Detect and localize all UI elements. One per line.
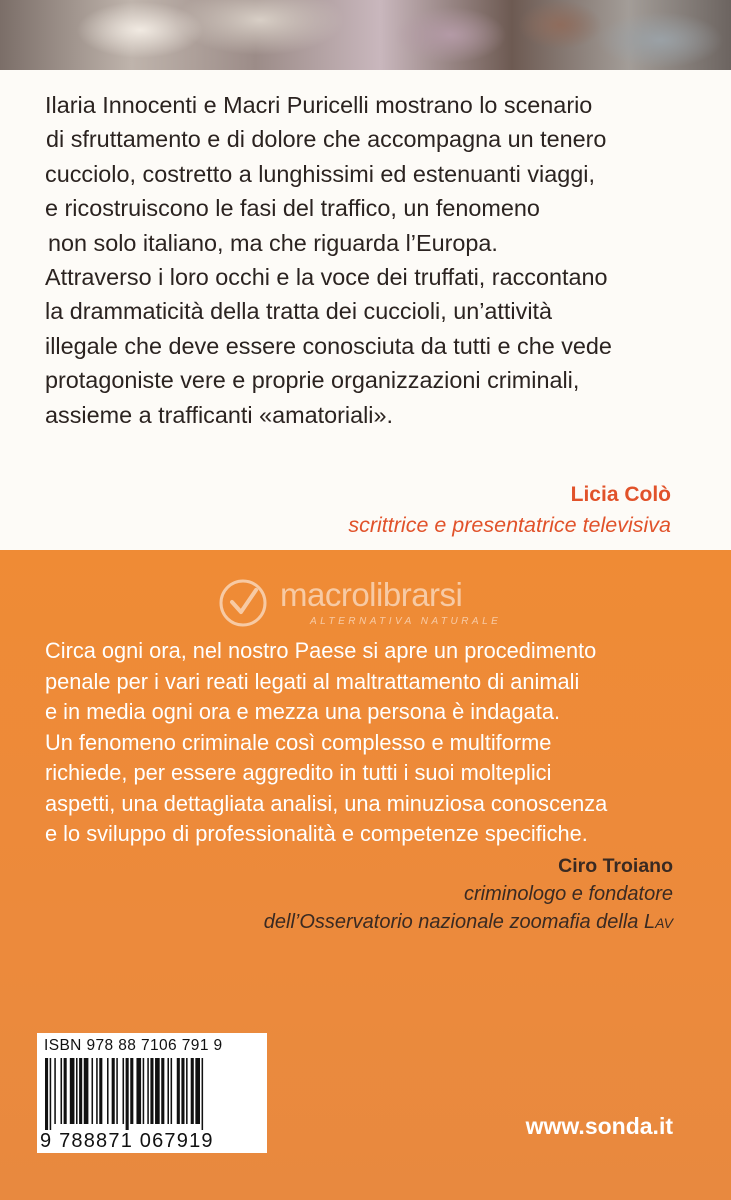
quote-line: Ilaria Innocenti e Macri Puricelli mostrano lo scenario: [45, 92, 593, 118]
barcode-bar: [116, 1058, 118, 1124]
author-name: Ciro Troiano: [558, 855, 673, 877]
barcode-bar: [136, 1058, 141, 1124]
barcode-bar: [70, 1058, 75, 1124]
watermark-logo-icon: [218, 578, 268, 628]
quote-line: e lo sviluppo di professionalità e competenze specifiche.: [45, 821, 588, 846]
quote-line: e ricostruiscono le fasi del traffico, un fenomeno: [45, 195, 540, 222]
barcode-bar: [92, 1058, 94, 1124]
barcode-digits: 9 788871 067919: [40, 1130, 214, 1152]
lav-smallcaps: AV: [655, 915, 673, 931]
quote-line: aspetti, una dettagliata analisi, una minuziosa conoscenza: [45, 790, 608, 816]
barcode-bar: [107, 1058, 109, 1124]
barcode-bar: [76, 1058, 78, 1124]
barcode-bar: [84, 1058, 89, 1124]
barcode-bar: [61, 1058, 63, 1124]
barcode-bar: [181, 1058, 184, 1124]
quote-line: Attraverso i loro occhi e la voce dei truffati, raccontano: [45, 264, 608, 291]
publisher-website: www.sonda.it: [525, 1113, 673, 1139]
barcode-bars: [45, 1058, 259, 1130]
barcode-bar: [171, 1058, 173, 1124]
quote-line: di sfruttamento e di dolore che accompagna un tenero: [46, 126, 607, 153]
barcode-bar: [96, 1058, 98, 1124]
barcode-bar: [123, 1058, 125, 1124]
barcode-bar: [150, 1058, 153, 1124]
quote-line: penale per i vari reati legati al maltrattamento di animali: [45, 668, 580, 694]
barcode-bar: [155, 1058, 160, 1124]
watermark-subtext: ALTERNATIVA NATURALE: [310, 616, 502, 627]
quote-attribution-2: [264, 853, 673, 937]
cover-photo-strip: [0, 0, 731, 70]
barcode-bar: [99, 1058, 102, 1124]
quote-line: e in media ogni ora e mezza una persona è indagata.: [45, 699, 560, 724]
watermark-text: macrolibrarsi: [280, 576, 463, 613]
quote-ciro-troiano: [45, 636, 705, 850]
macrolibrarsi-watermark: [218, 574, 518, 630]
barcode-bar: [143, 1058, 145, 1124]
quote-line: illegale che deve essere conosciuta da tutti e che vede: [45, 332, 612, 359]
quote-line: Un fenomeno criminale così complesso e multiforme: [45, 729, 552, 755]
barcode-bar: [54, 1058, 56, 1124]
isbn-label: ISBN 978 88 7106 791 9: [44, 1037, 223, 1054]
quote-line: non solo italiano, ma che riguarda l’Europa.: [48, 229, 498, 256]
barcode-bar: [161, 1058, 164, 1124]
quote-line: assieme a trafficanti «amatoriali».: [45, 401, 393, 428]
barcode-bar: [202, 1058, 204, 1130]
barcode-bar: [177, 1058, 180, 1124]
barcode-bar: [195, 1058, 200, 1124]
isbn-barcode: [37, 1033, 267, 1153]
quote-line: protagoniste vere e proprie organizzazioni criminali,: [45, 367, 580, 394]
author-role-text: dell’Osservatorio nazionale zoomafia della L: [263, 911, 656, 933]
barcode-bar: [167, 1058, 169, 1124]
quote-line: cucciolo, costretto a lunghissimi ed estenuanti viaggi,: [45, 160, 595, 187]
barcode-bar: [64, 1058, 67, 1124]
author-name: Licia Colò: [570, 483, 671, 506]
quote-line: Circa ogni ora, nel nostro Paese si apre un procedimento: [45, 638, 597, 663]
barcode-bar: [130, 1058, 133, 1124]
barcode-bar: [147, 1058, 149, 1124]
quote-line: la drammaticità della tratta dei cuccioli, un’attività: [45, 298, 553, 325]
barcode-bar: [126, 1058, 129, 1130]
barcode-bar: [186, 1058, 188, 1124]
quote-licia-colo: [45, 88, 695, 432]
barcode-bar: [45, 1058, 48, 1130]
barcode-bar: [79, 1058, 82, 1124]
quote-attribution-1: [348, 480, 671, 540]
quote-line: richiede, per essere aggredito in tutti i suoi molteplici: [45, 760, 552, 785]
author-role: scrittrice e presentatrice televisiva: [348, 513, 671, 537]
author-role-line-1: criminologo e fondatore: [463, 883, 673, 905]
author-role-line-2: [264, 908, 673, 937]
barcode-bar: [112, 1058, 115, 1124]
barcode-bar: [50, 1058, 52, 1130]
barcode-bar: [191, 1058, 194, 1124]
